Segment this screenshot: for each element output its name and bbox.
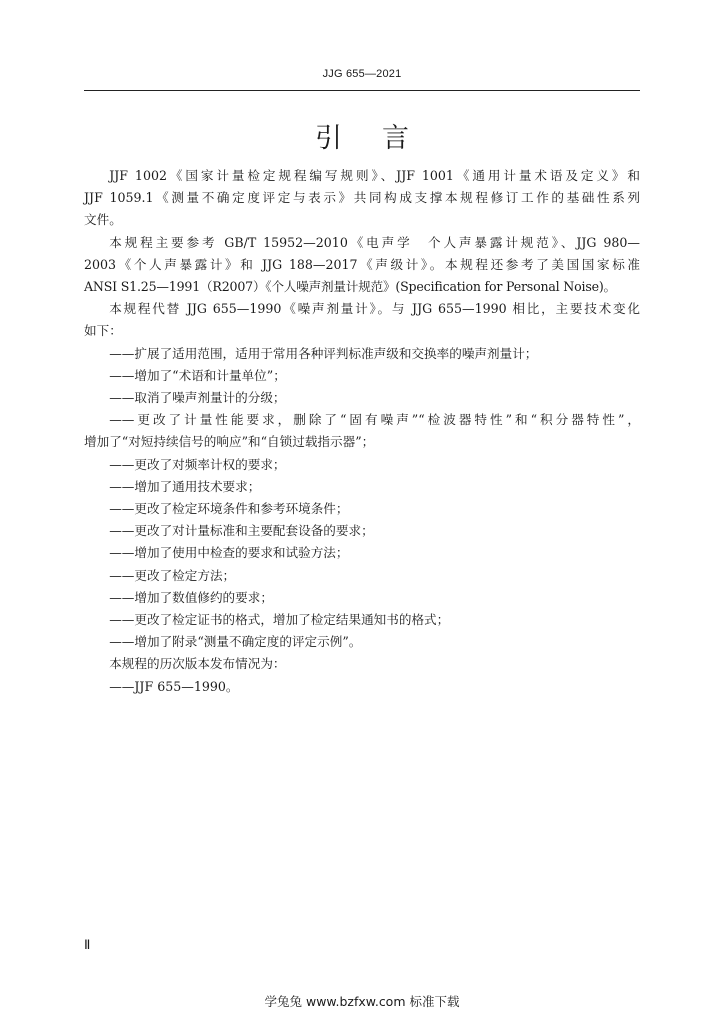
page-number: Ⅱ: [84, 937, 91, 952]
paragraph-line: JJF 1002《国家计量检定规程编写规则》、JJF 1001《通用计量术语及定义》和: [109, 168, 640, 183]
paragraph-line: ANSI S1.25—1991（R2007）《个人噪声剂量计规范》(Specification for Personal Noise)。: [84, 279, 616, 295]
document-code-header: JJG 655—2021: [322, 68, 402, 80]
document-body: [84, 165, 640, 698]
change-item: ——更改了对计量标准和主要配套设备的要求；: [109, 523, 374, 539]
paragraph-line: 本规程代替 JJG 655—1990《噪声剂量计》。与 JJG 655—1990 相比，主要技术变化: [109, 301, 640, 317]
history-item: ——JJF 655—1990。: [109, 678, 239, 694]
page-title: 引言: [315, 123, 449, 154]
change-item: ——更改了计量性能要求，删除了“固有噪声”“检波器特性”和“积分器特性”，: [109, 412, 640, 428]
change-item: ——增加了“术语和计量单位”；: [109, 367, 286, 383]
change-item: ——更改了检定证书的格式，增加了检定结果通知书的格式；: [109, 612, 450, 628]
paragraph-line: JJF 1059.1《测量不确定度评定与表示》共同构成支撑本规程修订工作的基础性系列: [84, 190, 640, 206]
change-item: ——扩展了适用范围，适用于常用各种评判标准声级和交换率的噪声剂量计；: [109, 345, 538, 361]
change-item-continuation: 增加了“对短持续信号的响应”和“自锁过载指示器”；: [84, 434, 375, 450]
change-item: ——增加了附录“测量不确定度的评定示例”。: [109, 634, 362, 650]
change-item: ——更改了检定方法；: [109, 567, 236, 583]
footer-watermark: 学兔兔 www.bzfxw.com 标准下载: [264, 994, 460, 1009]
header-rule: [84, 90, 640, 91]
change-item: ——增加了使用中检查的要求和试验方法；: [109, 545, 349, 561]
paragraph-line: 2003《个人声暴露计》和 JJG 188—2017《声级计》。本规程还参考了美国国家标准: [84, 256, 640, 272]
paragraph-line: 本规程主要参考 GB/T 15952—2010《电声学 个人声暴露计规范》、JJG 980—: [109, 234, 640, 250]
paragraph-line: 文件。: [84, 212, 122, 228]
paragraph-line: 如下：: [84, 323, 122, 339]
change-item: ——增加了通用技术要求；: [109, 478, 261, 494]
change-item: ——更改了检定环境条件和参考环境条件；: [109, 501, 349, 517]
change-item: ——取消了噪声剂量计的分级；: [109, 390, 286, 406]
history-heading: 本规程的历次版本发布情况为：: [109, 656, 286, 672]
change-item: ——更改了对频率计权的要求；: [109, 456, 286, 472]
change-item: ——增加了数值修约的要求；: [109, 589, 273, 605]
